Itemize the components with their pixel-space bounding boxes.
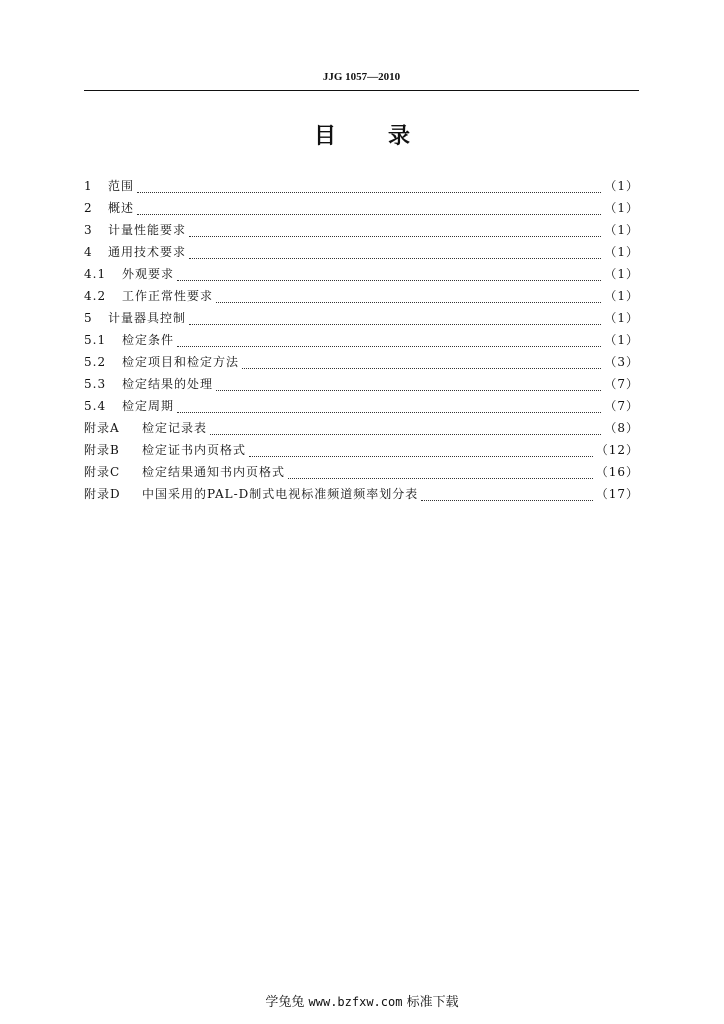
toc-entry-page: （1） xyxy=(604,311,639,325)
toc-entry-page: （12） xyxy=(595,443,639,457)
toc-leader-dots xyxy=(210,434,601,435)
toc-leader-dots xyxy=(189,236,601,237)
toc-entry-label: 检定结果的处理 xyxy=(122,377,214,391)
page-footer xyxy=(0,992,724,1013)
footer-tagline: 标准下载 xyxy=(406,995,459,1010)
toc-entry-label: 检定周期 xyxy=(122,399,175,413)
footer-url[interactable]: www.bzfxw.com xyxy=(308,995,403,1009)
toc-entry[interactable] xyxy=(84,175,639,197)
toc-leader-dots xyxy=(189,258,601,259)
toc-entry[interactable] xyxy=(84,351,639,373)
toc-entry[interactable] xyxy=(84,439,639,461)
toc-entry-number: 4 xyxy=(84,245,93,259)
toc-leader-dots xyxy=(249,456,593,457)
toc-entry[interactable] xyxy=(84,461,639,483)
toc-entry[interactable] xyxy=(84,197,639,219)
toc-entry-number: 附录D xyxy=(84,487,121,501)
toc-entry[interactable] xyxy=(84,483,639,505)
toc-entry-number: 5.4 xyxy=(84,399,107,413)
toc-leader-dots xyxy=(177,346,601,347)
toc-entry-label: 中国采用的PAL-D制式电视标准频道频率划分表 xyxy=(142,487,419,501)
toc-entry-page: （8） xyxy=(604,421,639,435)
toc-leader-dots xyxy=(216,302,601,303)
toc-leader-dots xyxy=(177,280,601,281)
toc-leader-dots xyxy=(177,412,601,413)
toc-entry-page: （16） xyxy=(595,465,639,479)
toc-entry-page: （1） xyxy=(604,333,639,347)
toc-entry-number: 附录C xyxy=(84,465,121,479)
toc-entry-label: 工作正常性要求 xyxy=(122,289,214,303)
toc-entry-page: （1） xyxy=(604,289,639,303)
toc-entry-label: 计量性能要求 xyxy=(108,223,187,237)
toc-entry[interactable] xyxy=(84,329,639,351)
toc-entry-label: 通用技术要求 xyxy=(108,245,187,259)
toc-entry-page: （7） xyxy=(604,399,639,413)
toc-entry-page: （7） xyxy=(604,377,639,391)
toc-entry-number: 5.2 xyxy=(84,355,107,369)
standard-code: JJG 1057—2010 xyxy=(322,71,401,83)
toc-entry-label: 检定条件 xyxy=(122,333,175,347)
toc-entry-page: （1） xyxy=(604,267,639,281)
toc-entry-label: 检定证书内页格式 xyxy=(142,443,247,457)
toc-entry-number: 5 xyxy=(84,311,93,325)
toc-entry-label: 检定项目和检定方法 xyxy=(122,355,240,369)
toc-entry-page: （17） xyxy=(595,487,639,501)
toc-leader-dots xyxy=(242,368,601,369)
toc-entry-page: （1） xyxy=(604,245,639,259)
toc-entry[interactable] xyxy=(84,395,639,417)
toc-leader-dots xyxy=(189,324,601,325)
toc-leader-dots xyxy=(137,214,601,215)
page-header xyxy=(84,68,639,91)
toc-entry-number: 1 xyxy=(84,179,93,193)
toc-entry[interactable] xyxy=(84,373,639,395)
toc-entry[interactable] xyxy=(84,241,639,263)
toc-entry-page: （3） xyxy=(604,355,639,369)
toc-entry-label: 计量器具控制 xyxy=(108,311,187,325)
toc-entry-number: 3 xyxy=(84,223,93,237)
toc-entry-label: 范围 xyxy=(108,179,135,193)
toc-entry[interactable] xyxy=(84,285,639,307)
toc-entry[interactable] xyxy=(84,417,639,439)
toc-entry-label: 概述 xyxy=(108,201,135,215)
toc-list xyxy=(84,175,639,505)
toc-entry[interactable] xyxy=(84,307,639,329)
toc-leader-dots xyxy=(216,390,601,391)
toc-title: 目录 xyxy=(313,124,462,149)
toc-entry-number: 5.3 xyxy=(84,377,107,391)
toc-entry-page: （1） xyxy=(604,179,639,193)
toc-leader-dots xyxy=(421,500,592,501)
toc-entry-number: 2 xyxy=(84,201,93,215)
toc-entry-page: （1） xyxy=(604,201,639,215)
footer-site-name[interactable]: 学兔兔 xyxy=(265,995,305,1010)
toc-entry-label: 检定记录表 xyxy=(142,421,208,435)
toc-entry-number: 4.1 xyxy=(84,267,107,281)
toc-entry-number: 5.1 xyxy=(84,333,107,347)
toc-entry-number: 附录B xyxy=(84,443,120,457)
toc-leader-dots xyxy=(137,192,601,193)
toc-entry-page: （1） xyxy=(604,223,639,237)
toc-entry-label: 检定结果通知书内页格式 xyxy=(142,465,286,479)
toc-entry-label: 外观要求 xyxy=(122,267,175,281)
toc-leader-dots xyxy=(288,478,593,479)
toc-entry[interactable] xyxy=(84,263,639,285)
toc-entry[interactable] xyxy=(84,219,639,241)
toc-entry-number: 附录A xyxy=(84,421,120,435)
toc-entry-number: 4.2 xyxy=(84,289,107,303)
